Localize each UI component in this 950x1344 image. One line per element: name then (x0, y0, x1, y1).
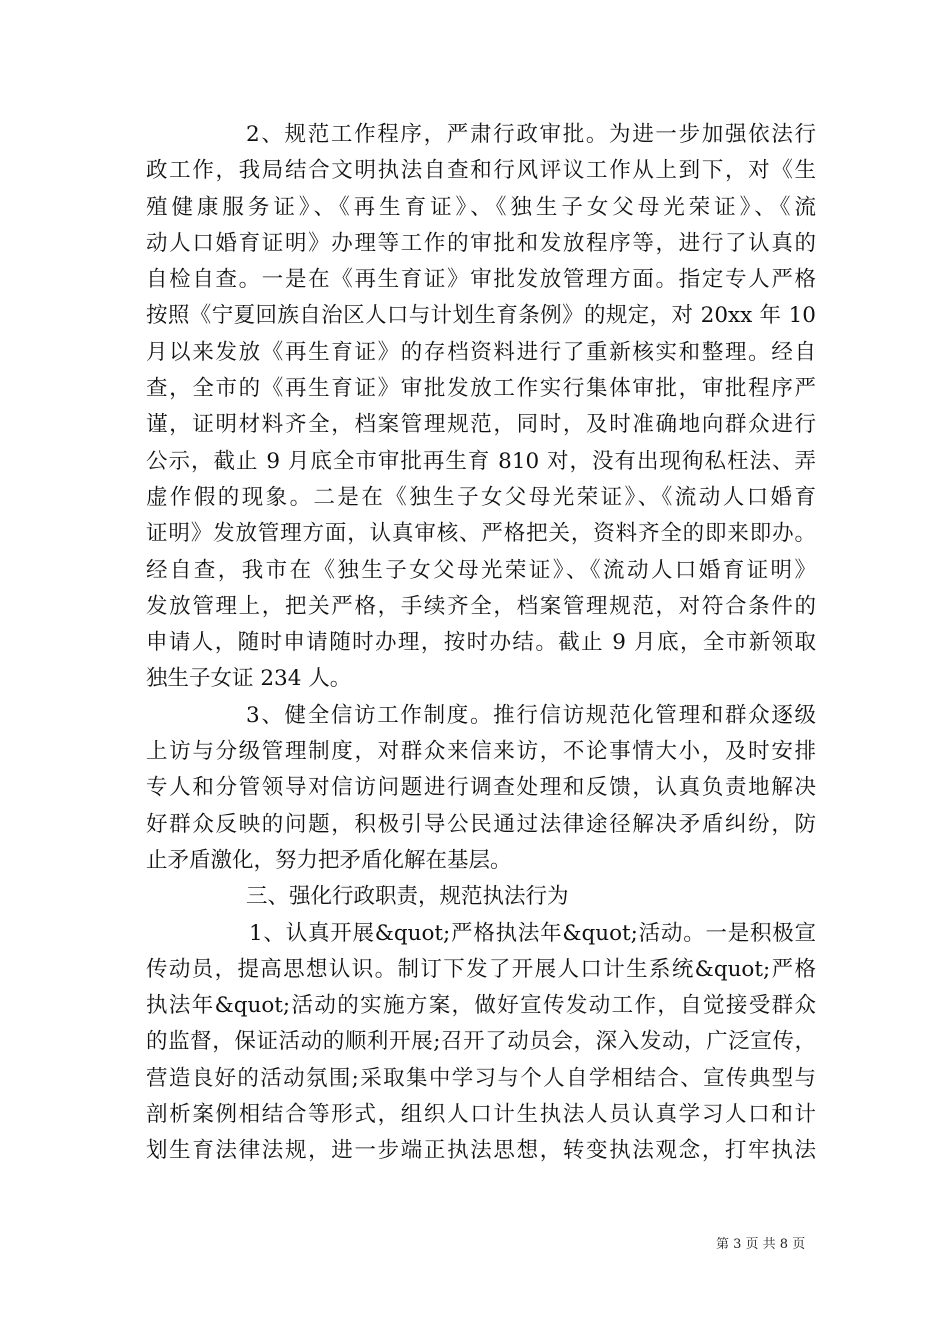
text-line: 好群众反映的问题，积极引导公民通过法律途径解决矛盾纠纷，防 (146, 811, 816, 837)
text-line: 划生育法律法规，进一步端正执法思想，转变执法观念，打牢执法 (146, 1138, 816, 1164)
text-line: 营造良好的活动氛围;采取集中学习与个人自学相结合、宣传典型与 (146, 1065, 816, 1091)
text-line: 政工作，我局结合文明执法自查和行风评议工作从上到下，对《生 (146, 158, 816, 184)
text-line: 自检自查。一是在《再生育证》审批发放管理方面。指定专人严格 (146, 267, 816, 293)
text-line: 证明》发放管理方面，认真审核、严格把关，资料齐全的即来即办。 (146, 521, 816, 547)
text-line: 止矛盾激化，努力把矛盾化解在基层。 (146, 847, 512, 873)
text-line: 谨，证明材料齐全，档案管理规范，同时，及时准确地向群众进行 (146, 412, 816, 438)
text-line: 虚作假的现象。二是在《独生子女父母光荣证》、《流动人口婚育 (146, 484, 816, 510)
paragraph-petition-system (146, 698, 816, 879)
text-line: 执法年&quot;活动的实施方案，做好宣传发动工作，自觉接受群众 (146, 993, 816, 1019)
page-number: 第 3 页 共 8 页 (716, 1237, 806, 1252)
text-line: 按照《宁夏回族自治区人口与计划生育条例》的规定，对 20xx 年 10 (146, 303, 816, 329)
paragraph-strict-enforcement (146, 916, 816, 1170)
text-line: 发放管理上，把关严格，手续齐全，档案管理规范，对符合条件的 (146, 593, 816, 619)
text-line: 动人口婚育证明》办理等工作的审批和发放程序等，进行了认真的 (146, 230, 816, 256)
section-heading (146, 879, 816, 915)
text-line: 1、认真开展&quot;严格执法年&quot;活动。一是积极宣 (249, 920, 816, 946)
text-line: 申请人，随时申请随时办理，按时办结。截止 9 月底，全市新领取 (146, 630, 816, 656)
text-line: 传动员，提高思想认识。制订下发了开展人口计生系统&quot;严格 (146, 956, 816, 982)
text-line: 公示，截止 9 月底全市审批再生育 810 对，没有出现徇私枉法、弄 (146, 448, 816, 474)
text-line: 查，全市的《再生育证》审批发放工作实行集体审批，审批程序严 (146, 376, 816, 402)
heading-line: 三、强化行政职责，规范执法行为 (246, 884, 569, 910)
text-line: 经自查，我市在《独生子女父母光荣证》、《流动人口婚育证明》 (146, 557, 816, 583)
text-line: 殖健康服务证》、《再生育证》、《独生子女父母光荣证》、《流 (146, 194, 816, 220)
text-line: 2、规范工作程序，严肃行政审批。为进一步加强依法行 (246, 122, 816, 147)
text-line: 的监督，保证活动的顺利开展;召开了动员会，深入发动，广泛宣传， (146, 1029, 816, 1055)
text-line: 专人和分管领导对信访问题进行调查处理和反馈，认真负责地解决 (146, 775, 816, 801)
text-line: 上访与分级管理制度，对群众来信来访，不论事情大小，及时安排 (146, 739, 816, 765)
text-line: 月以来发放《再生育证》的存档资料进行了重新核实和整理。经自 (146, 339, 816, 365)
text-line: 独生子女证 234 人。 (146, 666, 352, 692)
text-line: 剖析案例相结合等形式，组织人口计生执法人员认真学习人口和计 (146, 1102, 816, 1128)
paragraph-work-procedure (146, 117, 816, 698)
text-line: 3、健全信访工作制度。推行信访规范化管理和群众逐级 (246, 702, 816, 728)
document-body (146, 117, 816, 1170)
